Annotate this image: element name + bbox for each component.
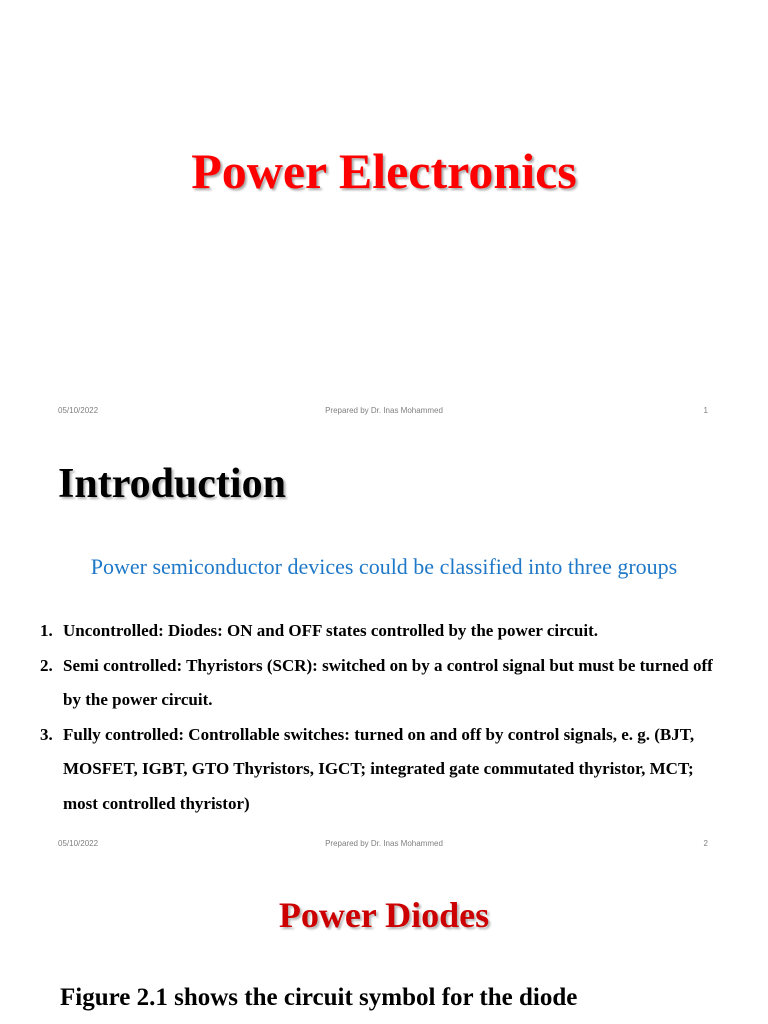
footer-date: 05/10/2022 xyxy=(58,406,99,415)
slide-1 xyxy=(0,0,768,432)
list-item-number: 3. xyxy=(40,724,53,744)
footer-date: 05/10/2022 xyxy=(58,839,99,848)
footer-page-number: 2 xyxy=(703,839,708,848)
list-item xyxy=(40,649,730,718)
list-item-text: Fully controlled: Controllable switches: turned on and off by control signals, e. g. (BJT, MOSFET, IGBT, GTO Thyristors, IGCT; integrated gate commutated thyristor, MCT; most controlled thyristor) xyxy=(63,724,695,813)
slide-3 xyxy=(0,864,768,1024)
list-item xyxy=(40,718,730,822)
list-item-number: 2. xyxy=(40,655,53,675)
list-item-number: 1. xyxy=(40,621,53,640)
list-item-text: Uncontrolled: Diodes: ON and OFF states controlled by the power circuit. xyxy=(63,621,599,640)
footer-page-number: 1 xyxy=(703,406,708,415)
list-item xyxy=(40,614,730,649)
slide-body-text: Figure 2.1 shows the circuit symbol for the diode xyxy=(60,984,578,1011)
list-item-text: Semi controlled: Thyristors (SCR): switched on by a control signal but must be turned off by the power circuit. xyxy=(63,655,713,709)
footer-author: Prepared by Dr. Inas Mohammed xyxy=(325,839,443,848)
device-groups-list xyxy=(40,614,730,821)
slide-footer xyxy=(0,406,768,420)
footer-author: Prepared by Dr. Inas Mohammed xyxy=(325,406,443,415)
slide-2 xyxy=(0,432,768,864)
slide-title: Power Diodes xyxy=(278,895,490,935)
slide-title: Introduction xyxy=(58,461,286,507)
slide-footer xyxy=(0,839,768,853)
slide-title: Power Electronics xyxy=(191,143,577,199)
slide-subtitle: Power semiconductor devices could be classified into three groups xyxy=(90,554,678,579)
